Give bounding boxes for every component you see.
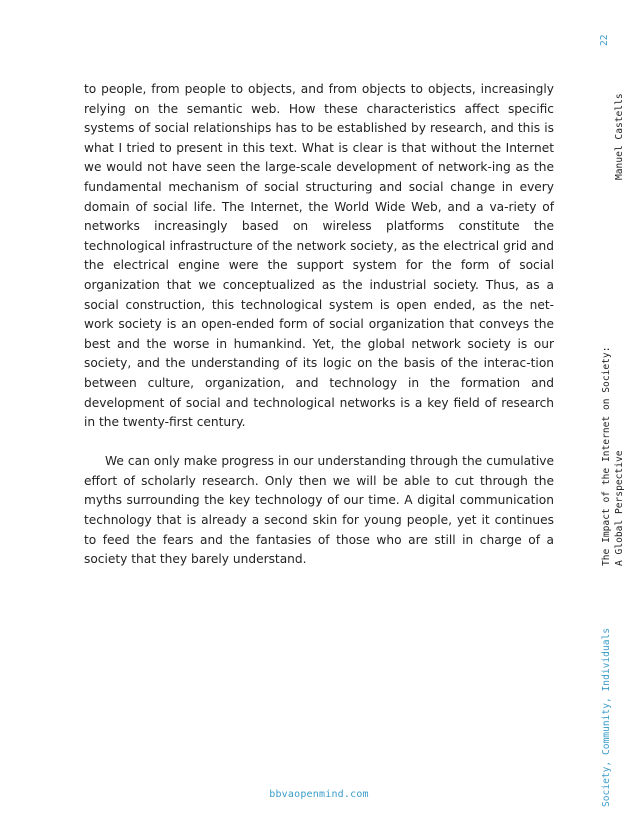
book-title: The Impact of the Internet on Society: [601, 346, 612, 566]
page-number: 22 [599, 34, 610, 46]
book-subtitle: A Global Perspective [614, 450, 625, 566]
author-name: Manuel Castells [614, 93, 625, 180]
paragraph-1: to people, from people to objects, and from objects to objects, increasingly relying on the semantic web. How these characteristics affect specific systems of social relationships has to be established by research, and this is what I tried to present in this text. What is clear is that without the Internet we would not have seen the large-scale development of network-ing as the fundamental mechanism of social structuring and social change in every domain of social life. The Internet, the World Wide Web, and a va-riety of networks increasingly based on wireless platforms constitute the technological infrastructure of the network society, as the electrical grid and the electrical engine were the support system for the form of social organization that we conceptualized as the industrial society. Thus, as a social construction, this technological system is open ended, as the net-work society is an open-ended form of social organization that conveys the best and the worse in humankind. Yet, the global network society is our society, and the understanding of its logic on the basis of the interac-tion between culture, organization, and technology in the formation and development of social and technological networks is a key field of research in the twenty-first century. [84, 82, 554, 430]
footer-url[interactable]: bbvaopenmind.com [269, 789, 369, 800]
paragraph-2: We can only make progress in our understanding through the cumulative effort of scholarly research. Only then we will be able to cut through the myths surrounding the key technology of our time. A digital communication technology that is already a second skin for young people, yet it continues to feed the fears and the fantasies of those who are still in charge of a society that they barely understand. [84, 454, 554, 567]
section-label: Society, Community, Individuals [601, 627, 612, 807]
body-text [84, 80, 554, 570]
